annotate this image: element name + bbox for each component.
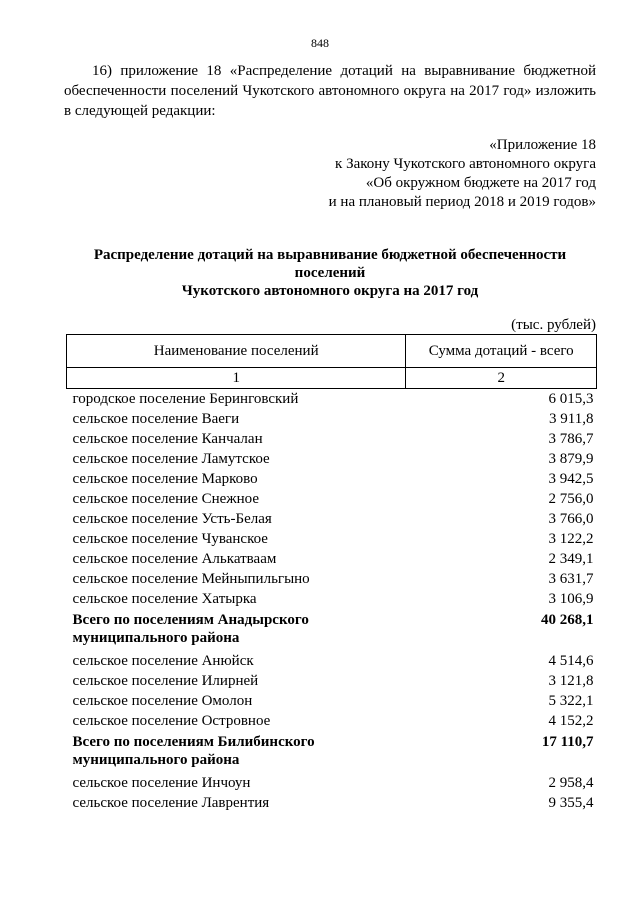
subsidy-amount: 6 015,3 xyxy=(548,391,594,407)
subsidy-amount: 3 122,2 xyxy=(548,531,594,547)
settlement-name: сельское поселение Инчоун xyxy=(72,775,251,791)
settlement-name: городское поселение Беринговский xyxy=(72,391,299,407)
table-row xyxy=(67,509,597,529)
settlement-name: сельское поселение Лаврентия xyxy=(72,795,270,811)
subsidy-amount: 2 958,4 xyxy=(548,775,594,791)
title-line: поселений xyxy=(294,265,366,281)
settlement-name: сельское поселение Островное xyxy=(72,713,271,729)
settlement-name: сельское поселение Канчалан xyxy=(72,431,263,447)
column-number: 2 xyxy=(406,368,597,389)
appendix-line: к Закону Чукотского автономного округа xyxy=(335,156,596,172)
table-row xyxy=(67,651,597,671)
subsidy-amount: 9 355,4 xyxy=(548,795,594,811)
intro-line: обеспеченности поселений Чукотского автономного округа на 2017 год» изложить xyxy=(64,83,596,99)
settlement-name: сельское поселение Алькатваам xyxy=(72,551,277,567)
units-label: (тыс. рублей) xyxy=(511,317,596,333)
column-number: 1 xyxy=(67,368,406,389)
subsidy-amount: 2 349,1 xyxy=(548,551,594,567)
appendix-heading xyxy=(329,136,596,212)
subsidy-amount: 4 152,2 xyxy=(548,713,594,729)
settlement-name: сельское поселение Ваеги xyxy=(72,411,240,427)
title-line: Распределение дотаций на выравнивание бюджетной обеспеченности xyxy=(93,247,567,263)
subsidy-amount: 3 879,9 xyxy=(548,451,594,467)
subsidy-table xyxy=(66,334,597,813)
subsidy-amount: 3 121,8 xyxy=(548,673,594,689)
intro-line: в следующей редакции: xyxy=(64,103,216,119)
settlement-name: сельское поселение Илирней xyxy=(72,673,259,689)
table-total-row xyxy=(67,731,597,773)
subsidy-amount: 3 786,7 xyxy=(548,431,594,447)
subsidy-amount: 4 514,6 xyxy=(548,653,594,669)
subsidy-amount: 17 110,7 xyxy=(541,734,594,750)
subsidy-amount: 3 106,9 xyxy=(548,591,594,607)
settlement-name: сельское поселение Хатырка xyxy=(72,591,257,607)
settlement-name: сельское поселение Мейныпильгыно xyxy=(72,571,310,587)
table-row xyxy=(67,429,597,449)
table-row xyxy=(67,529,597,549)
settlement-name: сельское поселение Марково xyxy=(72,471,258,487)
settlement-name: сельское поселение Омолон xyxy=(72,693,253,709)
table-row xyxy=(67,671,597,691)
page-number: 848 xyxy=(311,36,329,50)
document-title xyxy=(64,246,596,300)
subsidy-amount: 3 942,5 xyxy=(548,471,594,487)
settlement-name: сельское поселение Усть-Белая xyxy=(72,511,272,527)
title-line: Чукотского автономного округа на 2017 год xyxy=(181,283,479,299)
table-row xyxy=(67,469,597,489)
settlement-name: сельское поселение Ламутское xyxy=(72,451,270,467)
settlement-name: Всего по поселениям Анадырского муниципального района xyxy=(72,612,309,646)
table-row xyxy=(67,409,597,429)
subsidy-amount: 2 756,0 xyxy=(548,491,594,507)
table-row xyxy=(67,773,597,793)
appendix-line: «Приложение 18 xyxy=(489,137,596,153)
table-row xyxy=(67,569,597,589)
table-row xyxy=(67,589,597,609)
appendix-line: «Об окружном бюджете на 2017 год xyxy=(365,175,596,191)
subsidy-amount: 5 322,1 xyxy=(548,693,594,709)
header-subsidy-total: Сумма дотаций - всего xyxy=(406,335,597,368)
subsidy-amount: 3 911,8 xyxy=(549,411,594,427)
header-settlement-name: Наименование поселений xyxy=(67,335,406,368)
appendix-line: и на плановый период 2018 и 2019 годов» xyxy=(328,194,596,210)
table-row xyxy=(67,711,597,731)
subsidy-amount: 3 766,0 xyxy=(548,511,594,527)
settlement-name: сельское поселение Чуванское xyxy=(72,531,268,547)
table-row xyxy=(67,449,597,469)
table-row xyxy=(67,549,597,569)
intro-paragraph xyxy=(64,61,596,121)
table-row xyxy=(67,691,597,711)
intro-line: 16) приложение 18 «Распределение дотаций на выравнивание бюджетной xyxy=(92,63,596,79)
settlement-name: сельское поселение Анюйск xyxy=(72,653,254,669)
subsidy-amount: 40 268,1 xyxy=(541,612,594,628)
settlement-name: Всего по поселениям Билибинского муниципального района xyxy=(72,734,315,768)
subsidy-amount: 3 631,7 xyxy=(548,571,594,587)
table-row xyxy=(67,389,597,410)
settlement-name: сельское поселение Снежное xyxy=(72,491,260,507)
table-row xyxy=(67,793,597,813)
table-total-row xyxy=(67,609,597,651)
table-row xyxy=(67,489,597,509)
